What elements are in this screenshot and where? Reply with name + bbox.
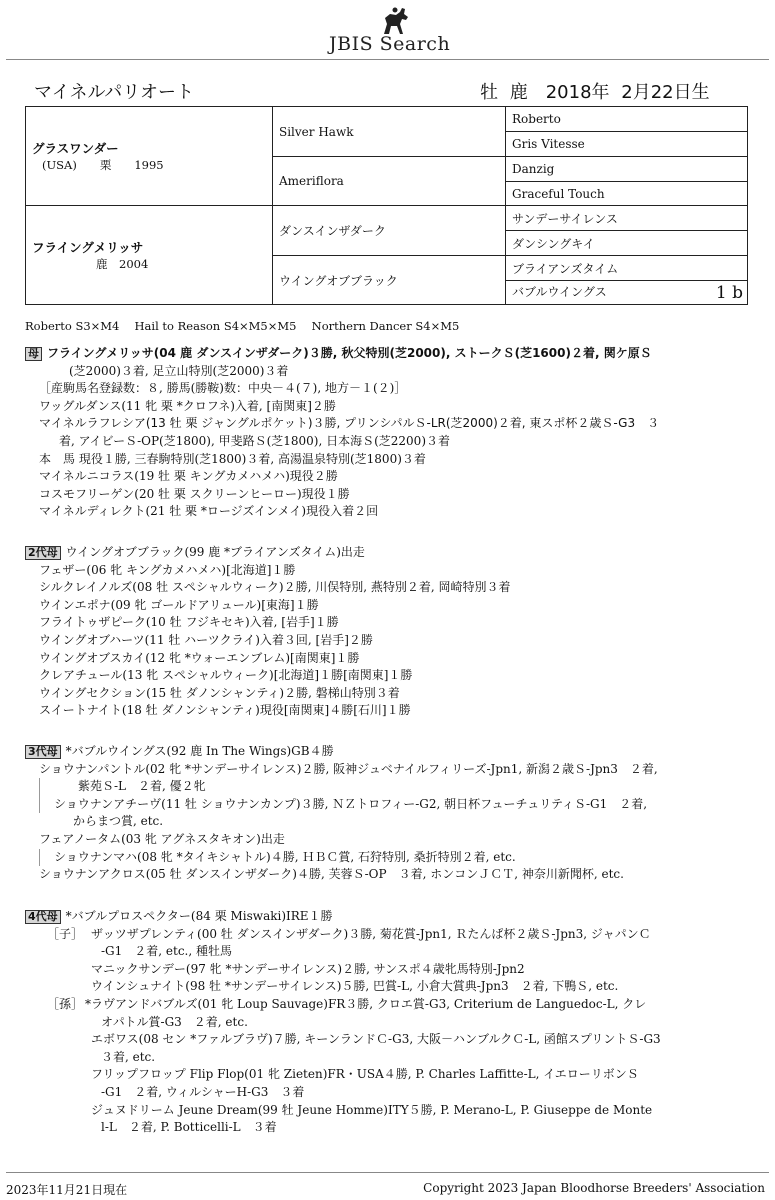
offspring-row[interactable]: フェザー(06 牝 キングカメハメハ)[北海道]１勝 xyxy=(39,562,296,577)
pedigree-table xyxy=(25,106,748,305)
offspring-row[interactable]: ショウナンアクロス(05 牡 ダンスインザダーク)４勝, 芙蓉Ｓ-OP ３着, ホンコンＪＣＴ, 神奈川新聞杯, etc. xyxy=(39,867,624,882)
offspring-row[interactable]: フリップフロップ Flip Flop(01 牝 Zieten)FR・USA４勝, P. Charles Laffitte-L, イエローリボンＳ xyxy=(91,1067,639,1082)
sire-detail: (USA) 栗 1995 xyxy=(42,158,164,172)
offspring-row[interactable]: スイートナイト(18 牡 ダノンシャンティ)現役[南関東]４勝[石川]１勝 xyxy=(39,703,411,718)
dd-sire[interactable]: ブライアンズタイム xyxy=(506,256,748,281)
gen4-main[interactable]: *バブルプロスペクター(84 栗 Miswaki)IRE１勝 xyxy=(65,909,333,923)
offspring-cont: 着, アイビーＳ-OP(芝1800), 甲斐路Ｓ(芝1800), 日本海Ｓ(芝2200)３着 xyxy=(59,433,451,448)
offspring-row[interactable]: クレアチュール(13 牝 スペシャルウィーク)[北海道]１勝[南関東]１勝 xyxy=(39,668,413,683)
offspring-row[interactable]: ウイングオブハーツ(11 牡 ハーツクライ)入着３回, [岩手]２勝 xyxy=(39,632,373,647)
offspring-row[interactable]: ワッグルダンス(11 牝 栗 *クロフネ)入着, [南関東]２勝 xyxy=(39,398,336,413)
sire-sire[interactable]: Silver Hawk xyxy=(273,107,506,157)
ss-dam[interactable]: Gris Vitesse xyxy=(506,132,748,157)
dam-dam[interactable]: ウイングオブブラック xyxy=(273,256,506,305)
offspring-row[interactable]: ウインエポナ(09 牝 ゴールドアリュール)[東海]１勝 xyxy=(39,597,319,612)
ds-sire[interactable]: サンデーサイレンス xyxy=(506,206,748,231)
dam-line xyxy=(25,345,755,363)
jbis-logo[interactable] xyxy=(0,6,775,56)
bottom-divider xyxy=(6,1172,769,1173)
horse-rider-icon xyxy=(378,6,412,36)
offspring-row[interactable]: ショウナンパントル(02 牝 *サンデーサイレンス)２勝, 阪神ジュベナイルフィリーズ-Jpn1, 新潟２歳Ｓ-Jpn3 ２着, xyxy=(39,761,658,776)
dam-cell xyxy=(26,206,273,305)
offspring-row[interactable]: フライトゥザピーク(10 牡 フジキセキ)入着, [岩手]１勝 xyxy=(39,615,339,630)
dam-section xyxy=(25,345,755,521)
offspring-row[interactable]: マニックサンデー(97 牝 *サンデーサイレンス)２勝, サンスポ４歳牝馬特別-Jpn2 xyxy=(91,961,525,976)
gen2-main[interactable]: ウイングオブブラック(99 鹿 *ブライアンズタイム)出走 xyxy=(65,545,365,559)
children-label: ［子］ xyxy=(47,926,84,941)
horse-name: マイネルパリオート xyxy=(34,82,195,103)
sd-dam[interactable]: Graceful Touch xyxy=(506,182,748,206)
offspring-row[interactable]: *ラヴアンドバブルズ(01 牝 Loup Sauvage)FR３勝, クロエ賞-G3, Criterium de Languedoc-L, クレ xyxy=(85,996,647,1011)
sire-dam[interactable]: Ameriflora xyxy=(273,157,506,206)
offspring-cont: -G1 ２着, ウィルシャーH-G3 ３着 xyxy=(101,1084,305,1099)
offspring-row[interactable]: マイネルラフレシア(13 牡 栗 ジャングルポケット)３勝, プリンシパルＳ-LR(芝2000)２着, 東スポ杯２歳Ｓ-G3 ３ xyxy=(39,416,660,431)
dam-name[interactable]: フライングメリッサ xyxy=(32,240,144,255)
horse-info: 牡 鹿 2018年 2月22日生 xyxy=(480,82,710,103)
grandchildren-label: ［孫］ xyxy=(47,996,84,1011)
offspring-row[interactable]: ジュヌドリーム Jeune Dream(99 牡 Jeune Homme)ITY５勝, P. Merano-L, P. Giuseppe de Monte xyxy=(91,1102,653,1117)
top-divider xyxy=(6,59,769,60)
offspring-cont: からまつ賞, etc. xyxy=(73,814,164,829)
gen3-tag: 3代母 xyxy=(25,745,61,759)
offspring-row[interactable]: ザッツザプレンティ(00 牡 ダンスインザダーク)３勝, 菊花賞-Jpn1, Ｒたんぱ杯２歳Ｓ-Jpn3, ジャパンＣ xyxy=(91,926,651,941)
ds-dam[interactable]: ダンシングキイ xyxy=(506,231,748,256)
gen2-tag: 2代母 xyxy=(25,546,61,560)
offspring-row[interactable]: シルクレイノルズ(08 牡 スペシャルウィーク)２勝, 川俣特別, 燕特別２着, 岡崎特別３着 xyxy=(39,580,511,595)
offspring-cont: l-L ２着, P. Botticelli-L ３着 xyxy=(101,1120,277,1135)
dam-tag: 母 xyxy=(25,347,42,361)
offspring-row[interactable]: フェアノータム(03 牝 アグネスタキオン)出走 xyxy=(39,831,285,846)
footer-date: 2023年11月21日現在 xyxy=(6,1183,128,1197)
dam-main[interactable]: フライングメリッサ(04 鹿 ダンスインザダーク)３勝, 秋父特別(芝2000), ストークＳ(芝1600)２着, 関ケ原Ｓ xyxy=(47,346,652,360)
gen2-section xyxy=(25,544,755,720)
dam-cont: (芝2000)３着, 足立山特別(芝2000)３着 xyxy=(69,363,289,378)
offspring-row[interactable]: マイネルニコラス(19 牡 栗 キングカメハメハ)現役２勝 xyxy=(39,469,338,484)
ss-sire[interactable]: Roberto xyxy=(506,107,748,132)
gen4-tag: 4代母 xyxy=(25,910,61,924)
offspring-cont: ３着, etc. xyxy=(101,1049,156,1064)
offspring-row[interactable]: ウイングセクション(15 牡 ダノンシャンティ)２勝, 磐梯山特別３着 xyxy=(39,685,400,700)
dd-dam-name[interactable]: バブルウイングス xyxy=(512,284,607,299)
gen3-section xyxy=(25,743,755,884)
footer-copyright: Copyright 2023 Japan Bloodhorse Breeders' Association xyxy=(423,1181,765,1195)
grand-offspring-row[interactable]: ショウナンアチーヴ(11 牡 ショウナンカンプ)３勝, ＮＺトロフィー-G2, 朝日杯フューチュリティＳ-G1 ２着, xyxy=(39,796,755,814)
offspring-row[interactable]: エボワス(08 セン *ファルブラヴ)７勝, キーンランドＣ-G3, 大阪－ハンブルクＣ-L, 函館スプリントＳ-G3 xyxy=(91,1032,661,1047)
gen3-main[interactable]: *バブルウイングス(92 鹿 In The Wings)GB４勝 xyxy=(65,744,334,758)
offspring-row[interactable]: コスモフリーゲン(20 牡 栗 スクリーンヒーロー)現役１勝 xyxy=(39,486,350,501)
offspring-row[interactable]: ウイングオブスカイ(12 牝 *ウォーエンブレム)[南関東]１勝 xyxy=(39,650,360,665)
dam-summary: ［産駒馬名登録数：８, 勝馬(勝鞍)数：中央－４(７), 地方－１(２)］ xyxy=(39,381,407,396)
grand-offspring-row[interactable]: ショウナンマハ(08 牝 *タイキシャトル)４勝, ＨＢＣ賞, 石狩特別, 桑折特別２着, etc. xyxy=(39,849,755,867)
sire-cell xyxy=(26,107,273,206)
offspring-cont: オパトル賞-G3 ２着, etc. xyxy=(101,1014,248,1029)
offspring-row[interactable]: ウインシュナイト(98 牡 *サンデーサイレンス)５勝, 巴賞-L, 小倉大賞典-Jpn3 ２着, 下鴨Ｓ, etc. xyxy=(91,979,619,994)
offspring-cont: -G1 ２着, etc., 種牡馬 xyxy=(101,944,232,959)
dd-dam[interactable] xyxy=(506,281,748,305)
offspring-cont: 紫苑Ｓ-L ２着, 優２牝 xyxy=(39,778,755,796)
sire-name[interactable]: グラスワンダー xyxy=(32,141,119,156)
dam-detail: 鹿 2004 xyxy=(96,257,149,271)
dam-sire[interactable]: ダンスインザダーク xyxy=(273,206,506,256)
gen4-section xyxy=(25,908,755,1137)
inbreed-flag: 1 b xyxy=(715,282,743,303)
logo-text: JBIS Search xyxy=(329,33,451,55)
self-row: 本 馬 現役１勝, 三春駒特別(芝1800)３着, 高湯温泉特別(芝1800)３着 xyxy=(39,451,426,466)
offspring-row[interactable]: マイネルディレクト(21 牡 栗 *ロージズインメイ)現役入着２回 xyxy=(39,504,379,519)
sd-sire[interactable]: Danzig xyxy=(506,157,748,182)
inbreeding-line: Roberto S3×M4 Hail to Reason S4×M5×M5 Northern Dancer S4×M5 xyxy=(25,319,460,333)
